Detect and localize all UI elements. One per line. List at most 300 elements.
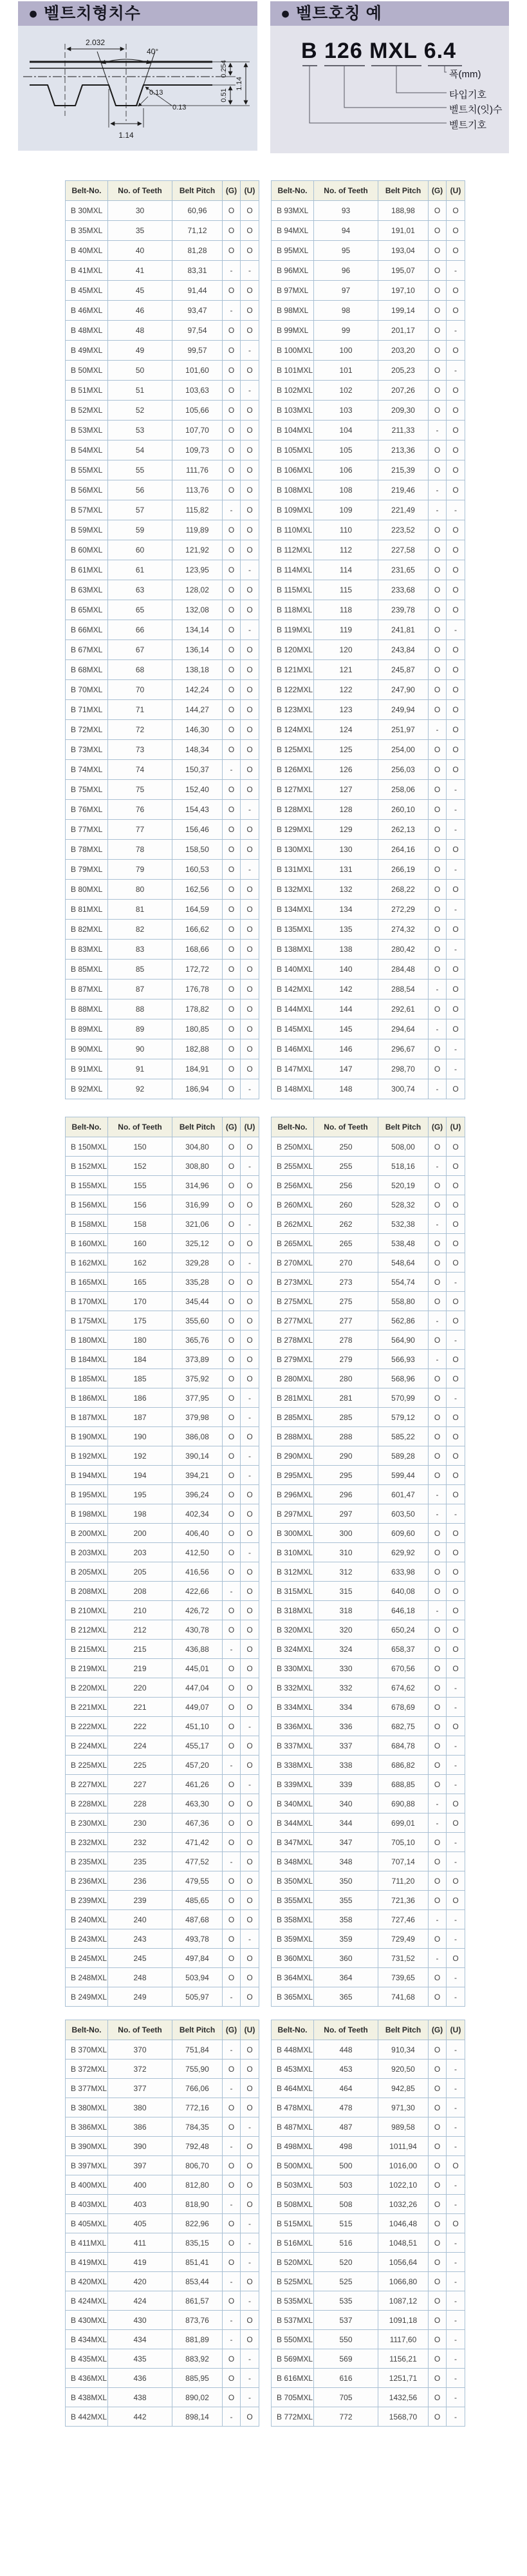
- belt-no-cell: B 102MXL: [272, 381, 314, 401]
- teeth-cell: 239: [108, 1891, 172, 1910]
- teeth-cell: 390: [108, 2137, 172, 2156]
- belt-no-cell: B 146MXL: [272, 1039, 314, 1059]
- pitch-cell: 298,70: [378, 1059, 429, 1079]
- u-flag-cell: -: [447, 1910, 465, 1929]
- g-flag-cell: -: [223, 261, 241, 281]
- table-row: [272, 2175, 465, 2195]
- table-row: [272, 1717, 465, 1736]
- g-flag-cell: O: [223, 401, 241, 421]
- belt-no-cell: B 121MXL: [272, 660, 314, 680]
- table-row: [272, 600, 465, 620]
- g-flag-cell: O: [223, 440, 241, 460]
- table-row: [272, 680, 465, 700]
- pitch-cell: 497,84: [172, 1949, 223, 1968]
- pitch-cell: 603,50: [378, 1504, 429, 1524]
- pitch-cell: 292,61: [378, 999, 429, 1019]
- u-flag-cell: -: [241, 1253, 259, 1273]
- table-row: [272, 1311, 465, 1331]
- belt-no-cell: B 359MXL: [272, 1929, 314, 1949]
- g-flag-cell: O: [429, 740, 447, 760]
- u-flag-cell: -: [447, 1775, 465, 1794]
- belt-no-cell: B 50MXL: [66, 361, 108, 381]
- belt-no-cell: B 222MXL: [66, 1717, 108, 1736]
- belt-no-cell: B 110MXL: [272, 520, 314, 540]
- g-flag-cell: O: [429, 1659, 447, 1678]
- teeth-cell: 68: [108, 660, 172, 680]
- pitch-cell: 436,88: [172, 1640, 223, 1659]
- u-flag-cell: O: [447, 1446, 465, 1466]
- belt-no-cell: B 68MXL: [66, 660, 108, 680]
- belt-no-cell: B 35MXL: [66, 221, 108, 241]
- g-flag-cell: O: [223, 840, 241, 860]
- belt-no-cell: B 194MXL: [66, 1466, 108, 1485]
- u-flag-cell: O: [447, 1949, 465, 1968]
- teeth-cell: 405: [108, 2214, 172, 2233]
- u-flag-cell: O: [241, 1195, 259, 1215]
- pitch-cell: 345,44: [172, 1292, 223, 1311]
- g-flag-cell: O: [223, 1176, 241, 1195]
- teeth-cell: 365: [314, 1987, 378, 2007]
- pitch-cell: 885,95: [172, 2369, 223, 2388]
- teeth-cell: 87: [108, 980, 172, 999]
- belt-no-cell: B 122MXL: [272, 680, 314, 700]
- pitch-cell: 150,37: [172, 760, 223, 780]
- belt-no-cell: B 365MXL: [272, 1987, 314, 2007]
- table-row: [66, 2233, 259, 2253]
- table-row: [66, 2040, 259, 2060]
- belt-no-cell: B 40MXL: [66, 241, 108, 261]
- pitch-cell: 1091,18: [378, 2311, 429, 2330]
- teeth-cell: 74: [108, 760, 172, 780]
- teeth-cell: 315: [314, 1582, 378, 1601]
- u-flag-cell: O: [241, 640, 259, 660]
- u-flag-cell: -: [447, 800, 465, 820]
- teeth-cell: 63: [108, 580, 172, 600]
- g-flag-cell: -: [223, 1987, 241, 2007]
- table-row: [272, 1601, 465, 1620]
- teeth-cell: 400: [108, 2175, 172, 2195]
- u-flag-cell: O: [447, 1794, 465, 1814]
- table-row: [66, 2291, 259, 2311]
- u-flag-cell: O: [241, 760, 259, 780]
- teeth-cell: 50: [108, 361, 172, 381]
- belt-no-cell: B 54MXL: [66, 440, 108, 460]
- table-row: [272, 1408, 465, 1427]
- teeth-cell: 132: [314, 880, 378, 900]
- g-flag-cell: O: [429, 2388, 447, 2407]
- g-flag-cell: O: [429, 2156, 447, 2175]
- g-flag-cell: O: [429, 960, 447, 980]
- table-row: [66, 2311, 259, 2330]
- belt-table-1-left: [65, 180, 259, 1099]
- pitch-cell: 178,82: [172, 999, 223, 1019]
- u-flag-cell: O: [447, 1543, 465, 1562]
- belt-no-cell: B 215MXL: [66, 1640, 108, 1659]
- table-row: [272, 460, 465, 480]
- u-flag-cell: O: [241, 1794, 259, 1814]
- table-row: [272, 201, 465, 221]
- pitch-cell: 601,47: [378, 1485, 429, 1504]
- u-flag-cell: O: [241, 880, 259, 900]
- table-row: [272, 2272, 465, 2291]
- table-row: [66, 1852, 259, 1871]
- table-row: [272, 660, 465, 680]
- teeth-cell: 198: [108, 1504, 172, 1524]
- teeth-cell: 56: [108, 480, 172, 500]
- u-flag-cell: O: [241, 780, 259, 800]
- table-row: [66, 1466, 259, 1485]
- g-flag-cell: -: [223, 2311, 241, 2330]
- pitch-cell: 471,42: [172, 1833, 223, 1852]
- table-header-row: [272, 2020, 465, 2040]
- pitch-cell: 138,18: [172, 660, 223, 680]
- table-row: [272, 1195, 465, 1215]
- pitch-cell: 193,04: [378, 241, 429, 261]
- teeth-cell: 41: [108, 261, 172, 281]
- g-flag-cell: O: [429, 2137, 447, 2156]
- g-flag-cell: -: [429, 1814, 447, 1833]
- table-row: [272, 920, 465, 940]
- u-flag-cell: O: [241, 301, 259, 321]
- teeth-cell: 338: [314, 1756, 378, 1775]
- teeth-cell: 288: [314, 1427, 378, 1446]
- u-flag-cell: O: [447, 640, 465, 660]
- belt-no-cell: B 82MXL: [66, 920, 108, 940]
- g-flag-cell: O: [223, 1794, 241, 1814]
- table-row: [66, 1949, 259, 1968]
- teeth-cell: 60: [108, 540, 172, 560]
- column-header: No. of Teeth: [314, 2020, 378, 2040]
- table-row: [66, 1582, 259, 1601]
- teeth-cell: 145: [314, 1019, 378, 1039]
- belt-profile-panel: [18, 1, 257, 151]
- table-row: [272, 940, 465, 960]
- pitch-cell: 883,92: [172, 2349, 223, 2369]
- pitch-cell: 274,32: [378, 920, 429, 940]
- teeth-cell: 185: [108, 1369, 172, 1388]
- belt-no-cell: B 180MXL: [66, 1331, 108, 1350]
- belt-table-2-right: [271, 1117, 465, 2007]
- u-flag-cell: -: [241, 1408, 259, 1427]
- pitch-cell: 426,72: [172, 1601, 223, 1620]
- pitch-cell: 207,26: [378, 381, 429, 401]
- column-header: Belt-No.: [272, 181, 314, 201]
- pitch-cell: 262,13: [378, 820, 429, 840]
- u-flag-cell: -: [447, 261, 465, 281]
- belt-no-cell: B 230MXL: [66, 1814, 108, 1833]
- callout-label-type: 타입기호: [449, 90, 486, 100]
- pitch-cell: 272,29: [378, 900, 429, 920]
- u-flag-cell: -: [241, 2388, 259, 2407]
- teeth-cell: 35: [108, 221, 172, 241]
- u-flag-cell: O: [241, 401, 259, 421]
- u-flag-cell: -: [447, 940, 465, 960]
- teeth-cell: 279: [314, 1350, 378, 1369]
- g-flag-cell: O: [429, 820, 447, 840]
- belt-no-cell: B 220MXL: [66, 1678, 108, 1698]
- table-row: [66, 1620, 259, 1640]
- u-flag-cell: O: [241, 1504, 259, 1524]
- teeth-cell: 228: [108, 1794, 172, 1814]
- g-flag-cell: O: [223, 2060, 241, 2079]
- g-flag-cell: O: [223, 2156, 241, 2175]
- belt-no-cell: B 128MXL: [272, 800, 314, 820]
- radius-leader-a: [138, 97, 148, 106]
- belt-no-cell: B 170MXL: [66, 1292, 108, 1311]
- g-flag-cell: O: [223, 241, 241, 261]
- g-flag-cell: O: [223, 381, 241, 401]
- belt-no-cell: B 150MXL: [66, 1137, 108, 1157]
- teeth-cell: 30: [108, 201, 172, 221]
- belt-no-cell: B 72MXL: [66, 720, 108, 740]
- g-flag-cell: O: [223, 600, 241, 620]
- u-flag-cell: O: [447, 1717, 465, 1736]
- table-row: [272, 2330, 465, 2349]
- u-flag-cell: O: [241, 2311, 259, 2330]
- g-flag-cell: O: [429, 940, 447, 960]
- u-flag-cell: O: [447, 1891, 465, 1910]
- u-flag-cell: -: [241, 2233, 259, 2253]
- pitch-cell: 467,36: [172, 1814, 223, 1833]
- g-flag-cell: O: [223, 1968, 241, 1987]
- g-flag-cell: O: [223, 2098, 241, 2117]
- table-row: [66, 2330, 259, 2349]
- belt-no-cell: B 324MXL: [272, 1640, 314, 1659]
- g-flag-cell: O: [223, 1215, 241, 1234]
- g-flag-cell: O: [223, 560, 241, 580]
- dimension-label-thickness: 1.14: [236, 77, 243, 91]
- belt-no-cell: B 616MXL: [272, 2369, 314, 2388]
- belt-no-cell: B 70MXL: [66, 680, 108, 700]
- belt-no-cell: B 77MXL: [66, 820, 108, 840]
- belt-no-cell: B 99MXL: [272, 321, 314, 341]
- table-row: [66, 1736, 259, 1756]
- u-flag-cell: O: [241, 2272, 259, 2291]
- table-row: [272, 1852, 465, 1871]
- pitch-cell: 182,88: [172, 1039, 223, 1059]
- table-row: [66, 2214, 259, 2233]
- u-flag-cell: -: [447, 1736, 465, 1756]
- belt-no-cell: B 126MXL: [272, 760, 314, 780]
- g-flag-cell: O: [429, 1582, 447, 1601]
- table-row: [272, 1039, 465, 1059]
- pitch-cell: 609,60: [378, 1524, 429, 1543]
- teeth-cell: 330: [314, 1659, 378, 1678]
- g-flag-cell: O: [223, 860, 241, 880]
- teeth-cell: 105: [314, 440, 378, 460]
- g-flag-cell: O: [223, 480, 241, 500]
- belt-no-cell: B 88MXL: [66, 999, 108, 1019]
- table-row: [272, 540, 465, 560]
- pitch-cell: 818,90: [172, 2195, 223, 2214]
- belt-no-cell: B 430MXL: [66, 2311, 108, 2330]
- belt-no-cell: B 160MXL: [66, 1234, 108, 1253]
- g-flag-cell: O: [223, 2349, 241, 2369]
- u-flag-cell: O: [241, 1562, 259, 1582]
- belt-no-cell: B 280MXL: [272, 1369, 314, 1388]
- g-flag-cell: O: [223, 1871, 241, 1891]
- u-flag-cell: -: [241, 800, 259, 820]
- table-row: [66, 680, 259, 700]
- belt-no-cell: B 503MXL: [272, 2175, 314, 2195]
- pitch-cell: 416,56: [172, 1562, 223, 1582]
- belt-no-cell: B 508MXL: [272, 2195, 314, 2214]
- table-row: [66, 999, 259, 1019]
- belt-no-cell: B 397MXL: [66, 2156, 108, 2175]
- pitch-cell: 402,34: [172, 1504, 223, 1524]
- belt-no-cell: B 81MXL: [66, 900, 108, 920]
- u-flag-cell: O: [447, 1620, 465, 1640]
- pitch-cell: 119,89: [172, 520, 223, 540]
- g-flag-cell: O: [429, 321, 447, 341]
- u-flag-cell: O: [241, 1485, 259, 1504]
- pitch-cell: 445,01: [172, 1659, 223, 1678]
- g-flag-cell: O: [429, 1891, 447, 1910]
- u-flag-cell: O: [241, 1891, 259, 1910]
- u-flag-cell: O: [447, 1640, 465, 1659]
- u-flag-cell: O: [447, 560, 465, 580]
- table-row: [272, 2079, 465, 2098]
- pitch-cell: 264,16: [378, 840, 429, 860]
- teeth-cell: 170: [108, 1292, 172, 1311]
- g-flag-cell: O: [223, 940, 241, 960]
- pitch-cell: 684,78: [378, 1736, 429, 1756]
- u-flag-cell: -: [447, 1698, 465, 1717]
- u-flag-cell: O: [447, 480, 465, 500]
- teeth-cell: 160: [108, 1234, 172, 1253]
- teeth-cell: 91: [108, 1059, 172, 1079]
- u-flag-cell: -: [241, 1079, 259, 1099]
- belt-no-cell: B 337MXL: [272, 1736, 314, 1756]
- u-flag-cell: O: [447, 680, 465, 700]
- belt-no-cell: B 165MXL: [66, 1273, 108, 1292]
- teeth-cell: 256: [314, 1176, 378, 1195]
- belt-no-cell: B 125MXL: [272, 740, 314, 760]
- dimension-label-pld: 0.254: [220, 60, 228, 78]
- teeth-cell: 281: [314, 1388, 378, 1408]
- teeth-cell: 57: [108, 500, 172, 520]
- table-row: [66, 520, 259, 540]
- pitch-cell: 727,46: [378, 1910, 429, 1929]
- u-flag-cell: -: [447, 1833, 465, 1852]
- table-row: [272, 2349, 465, 2369]
- table-row: [66, 480, 259, 500]
- g-flag-cell: O: [429, 540, 447, 560]
- table-row: [272, 960, 465, 980]
- teeth-cell: 55: [108, 460, 172, 480]
- belt-no-cell: B 344MXL: [272, 1814, 314, 1833]
- g-flag-cell: O: [223, 361, 241, 381]
- g-flag-cell: -: [429, 1079, 447, 1099]
- g-flag-cell: O: [429, 2214, 447, 2233]
- u-flag-cell: -: [447, 2311, 465, 2330]
- pitch-cell: 239,78: [378, 600, 429, 620]
- belt-no-cell: B 442MXL: [66, 2407, 108, 2427]
- u-flag-cell: O: [447, 1601, 465, 1620]
- g-flag-cell: O: [223, 1350, 241, 1369]
- teeth-cell: 104: [314, 421, 378, 440]
- table-row: [66, 1019, 259, 1039]
- g-flag-cell: O: [429, 640, 447, 660]
- g-flag-cell: O: [429, 2098, 447, 2117]
- column-header: Belt-No.: [66, 181, 108, 201]
- u-flag-cell: O: [241, 1234, 259, 1253]
- pitch-cell: 650,24: [378, 1620, 429, 1640]
- belt-no-cell: B 336MXL: [272, 1717, 314, 1736]
- belt-no-cell: B 296MXL: [272, 1485, 314, 1504]
- u-flag-cell: O: [447, 1292, 465, 1311]
- teeth-cell: 537: [314, 2311, 378, 2330]
- u-flag-cell: O: [241, 1137, 259, 1157]
- pitch-cell: 705,10: [378, 1833, 429, 1852]
- table-row: [66, 1562, 259, 1582]
- pitch-cell: 751,84: [172, 2040, 223, 2060]
- belt-no-cell: B 83MXL: [66, 940, 108, 960]
- column-header: (U): [447, 181, 465, 201]
- table-row: [272, 261, 465, 281]
- table-row: [66, 1408, 259, 1427]
- teeth-cell: 270: [314, 1253, 378, 1273]
- g-flag-cell: O: [223, 1485, 241, 1504]
- g-flag-cell: O: [429, 2195, 447, 2214]
- g-flag-cell: O: [429, 1756, 447, 1775]
- u-flag-cell: O: [447, 201, 465, 221]
- g-flag-cell: O: [223, 2175, 241, 2195]
- table-row: [66, 760, 259, 780]
- table-row: [66, 1039, 259, 1059]
- pitch-cell: 335,28: [172, 1273, 223, 1292]
- u-flag-cell: O: [447, 700, 465, 720]
- pitch-cell: 300,74: [378, 1079, 429, 1099]
- teeth-cell: 71: [108, 700, 172, 720]
- belt-no-cell: B 123MXL: [272, 700, 314, 720]
- u-flag-cell: O: [447, 520, 465, 540]
- g-flag-cell: O: [223, 1659, 241, 1678]
- g-flag-cell: -: [223, 2330, 241, 2349]
- teeth-cell: 82: [108, 920, 172, 940]
- g-flag-cell: O: [223, 1504, 241, 1524]
- table-row: [66, 780, 259, 800]
- table-row: [272, 1292, 465, 1311]
- table-row: [66, 281, 259, 301]
- belt-no-cell: B 147MXL: [272, 1059, 314, 1079]
- pitch-cell: 115,82: [172, 500, 223, 520]
- u-flag-cell: O: [241, 580, 259, 600]
- table-row: [272, 1059, 465, 1079]
- table-row: [272, 1987, 465, 2007]
- pitch-cell: 314,96: [172, 1176, 223, 1195]
- pitch-cell: 142,24: [172, 680, 223, 700]
- table-row: [272, 1176, 465, 1195]
- table-row: [66, 1292, 259, 1311]
- u-flag-cell: O: [447, 381, 465, 401]
- pitch-cell: 898,14: [172, 2407, 223, 2427]
- pitch-cell: 205,23: [378, 361, 429, 381]
- teeth-cell: 249: [108, 1987, 172, 2007]
- belt-no-cell: B 320MXL: [272, 1620, 314, 1640]
- teeth-cell: 285: [314, 1408, 378, 1427]
- g-flag-cell: O: [429, 1253, 447, 1273]
- table-row: [272, 1968, 465, 1987]
- column-header: No. of Teeth: [314, 181, 378, 201]
- table-row: [66, 1176, 259, 1195]
- table-row: [66, 560, 259, 580]
- u-flag-cell: -: [241, 1388, 259, 1408]
- table-row: [66, 540, 259, 560]
- pitch-cell: 422,66: [172, 1582, 223, 1601]
- g-flag-cell: -: [429, 1794, 447, 1814]
- g-flag-cell: -: [429, 1601, 447, 1620]
